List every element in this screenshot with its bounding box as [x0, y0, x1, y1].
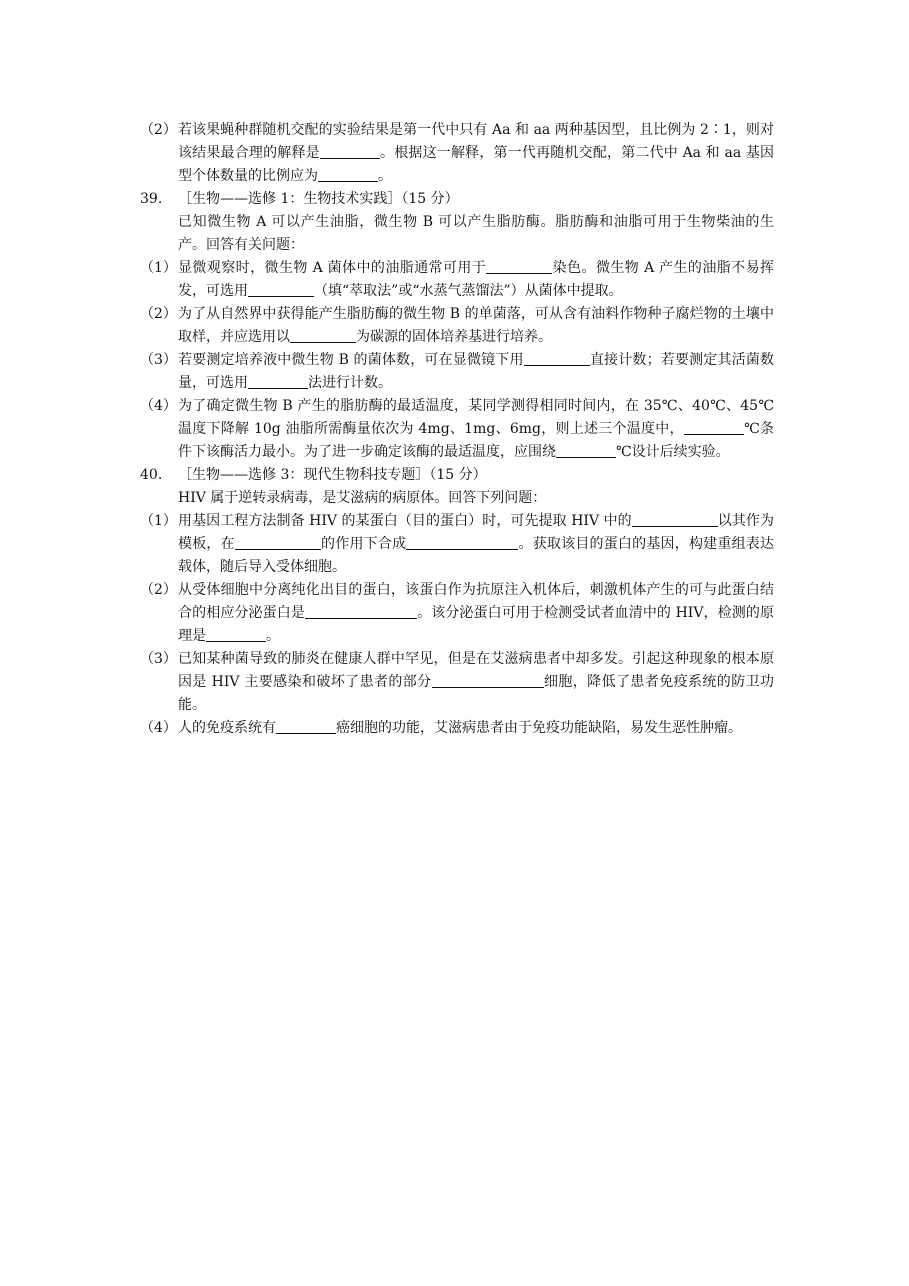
question-40-part-3 [140, 648, 774, 717]
text: 已知某种菌导致的肺炎在健康人群中罕见，但是在艾滋病患者中却多发。引起这种现象的根本原因是 HIV 主要感染和破坏了患者的部分 [178, 651, 774, 690]
answer-blank[interactable] [276, 718, 336, 734]
question-40-intro: HIV 属于逆转录病毒，是艾滋病的病原体。回答下列问题： [178, 490, 547, 506]
question-title: ［生物——选修 3：现代生物科技专题］（15 分） [178, 467, 487, 483]
text: （填“萃取法”或“水蒸气蒸馏法”）从菌体中提取。 [314, 283, 623, 299]
part-label: （3） [140, 352, 177, 368]
question-number: 40. [140, 467, 163, 483]
text: 。该分泌蛋白可用于检测受试者血清中的 HIV，检测的原理是 [178, 605, 774, 644]
question-39-heading [140, 188, 774, 211]
text: 染色。微生物 A 产生的油脂不易挥发，可选用 [178, 260, 774, 299]
text: 。 [266, 628, 280, 644]
text: 以其作为模板，在 [178, 513, 775, 552]
answer-blank[interactable] [524, 350, 590, 366]
question-40-part-2 [140, 579, 774, 648]
answer-blank[interactable] [206, 626, 266, 642]
part-label: （2） [140, 122, 177, 138]
question-title: ［生物——选修 1：生物技术实践］（15 分） [178, 191, 459, 207]
text: 癌细胞的功能，艾滋病患者由于免疫功能缺陷，易发生恶性肿瘤。 [336, 720, 742, 736]
text: 显微观察时，微生物 A 菌体中的油脂通常可用于 [178, 260, 487, 276]
text: 。 [378, 168, 392, 184]
text: 若要测定培养液中微生物 B 的菌体数，可在显微镜下用 [178, 352, 524, 368]
answer-blank[interactable] [305, 603, 417, 619]
exam-content [140, 119, 774, 740]
question-39-part-4 [140, 395, 774, 464]
question-39-part-1 [140, 257, 774, 303]
answer-blank[interactable] [320, 143, 380, 159]
question-38-part-2 [140, 119, 774, 188]
part-label: （1） [140, 513, 177, 529]
answer-blank[interactable] [248, 281, 314, 297]
question-39-intro: 已知微生物 A 可以产生油脂，微生物 B 可以产生脂肪酶。脂肪酶和油脂可用于生物柴油的生产。回答有关问题： [178, 214, 774, 253]
text: 为了从自然界中获得能产生脂肪酶的微生物 B 的单菌落，可从含有油料作物种子腐烂物的土壤中取样，并应选用以 [178, 306, 774, 345]
part-label: （4） [140, 720, 177, 736]
text: 若该果蝇种群随机交配的实验结果是第一代中只有 Aa 和 aa 两种基因型，且比例为 2∶1，则对该结果最合理的解释是 [178, 122, 774, 161]
text: 直接计数；若要测定其活菌数量，可选用 [178, 352, 775, 391]
answer-blank[interactable] [248, 373, 308, 389]
text: 为碳源的固体培养基进行培养。 [356, 329, 552, 345]
text: 用基因工程方法制备 HIV 的某蛋白（目的蛋白）时，可先提取 HIV 中的 [178, 513, 632, 529]
part-label: （2） [140, 582, 177, 598]
text: 。根据这一解释，第一代再随机交配，第二代中 Aa 和 aa 基因型个体数量的比例应为 [178, 145, 775, 184]
text: 。获取该目的蛋白的基因，构建重组表达载体，随后导入受体细胞。 [178, 536, 775, 575]
text: ℃条件下该酶活力最小。为了进一步确定该酶的最适温度，应围绕 [178, 421, 774, 460]
text: 从受体细胞中分离纯化出目的蛋白，该蛋白作为抗原注入机体后，刺激机体产生的可与此蛋白结合的相应分泌蛋白是 [178, 582, 774, 621]
answer-blank[interactable] [684, 419, 744, 435]
answer-blank[interactable] [318, 166, 378, 182]
question-39-part-2 [140, 303, 774, 349]
text: 法进行计数。 [308, 375, 392, 391]
question-number: 39. [140, 191, 163, 207]
part-label: （3） [140, 651, 177, 667]
text: 细胞，降低了患者免疫系统的防卫功能。 [178, 674, 775, 713]
part-label: （4） [140, 398, 177, 414]
question-39-part-3 [140, 349, 774, 395]
text: 人的免疫系统有 [178, 720, 276, 736]
answer-blank[interactable] [406, 534, 518, 550]
question-40-heading [140, 464, 774, 487]
question-40-part-1 [140, 510, 774, 579]
answer-blank[interactable] [556, 442, 616, 458]
part-label: （2） [140, 306, 177, 322]
answer-blank[interactable] [632, 511, 718, 527]
question-40-part-4 [140, 717, 774, 740]
text: 为了确定微生物 B 产生的脂肪酶的最适温度，某同学测得相同时间内，在 35℃、40℃、45℃温度下降解 10g 油脂所需酶量依次为 4mg、1mg、6mg，则上述三个温度中， [178, 398, 774, 437]
answer-blank[interactable] [235, 534, 321, 550]
part-label: （1） [140, 260, 177, 276]
answer-blank[interactable] [290, 327, 356, 343]
text: 的作用下合成 [320, 536, 407, 552]
text: ℃设计后续实验。 [616, 444, 730, 460]
answer-blank[interactable] [486, 258, 552, 274]
answer-blank[interactable] [432, 672, 544, 688]
